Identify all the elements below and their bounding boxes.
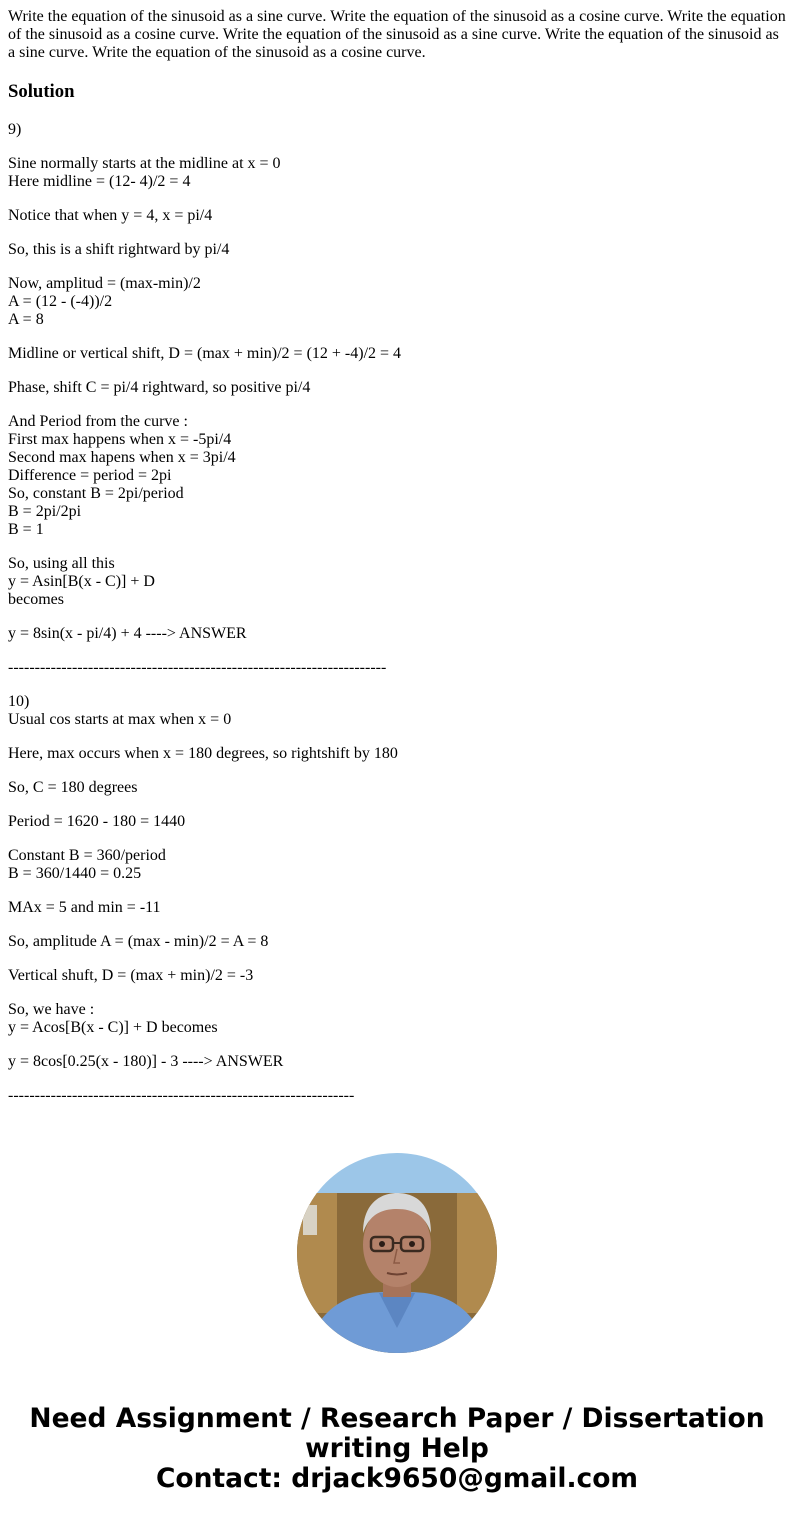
solution-paragraph: Phase, shift C = pi/4 rightward, so positive pi/4 bbox=[8, 379, 311, 396]
solution-paragraph: Constant B = 360/period B = 360/1440 = 0.25 bbox=[8, 847, 166, 882]
solution-paragraph: Now, amplitud = (max-min)/2 A = (12 - (-4))/2 A = 8 bbox=[8, 275, 201, 328]
solution-paragraph: So, this is a shift rightward by pi/4 bbox=[8, 241, 230, 258]
author-photo bbox=[297, 1153, 497, 1353]
solution-paragraph: 10) Usual cos starts at max when x = 0 bbox=[8, 693, 232, 728]
solution-heading: Solution bbox=[8, 81, 75, 102]
promo-line: Need Assignment / Research Paper / Dissertation bbox=[29, 1403, 765, 1434]
answer-line: y = 8sin(x - pi/4) + 4 ----> ANSWER bbox=[8, 625, 247, 642]
solution-paragraph: MAx = 5 and min = -11 bbox=[8, 899, 161, 916]
solution-paragraph: 9) bbox=[8, 121, 22, 138]
solution-paragraph: Here, max occurs when x = 180 degrees, so rightshift by 180 bbox=[8, 745, 398, 762]
question-text: Write the equation of the sinusoid as a sine curve. Write the equation of the sinusoid as a cosine curve. Write the equation of the sinusoid as a cosine curve. Write the equation of the sinusoid as a sine curve. Write the equation of the sinusoid as a sine curve. Write the equation of the sinusoid as a cosine curve. bbox=[8, 8, 786, 61]
solution-paragraph: Sine normally starts at the midline at x = 0 Here midline = (12- 4)/2 = 4 bbox=[8, 155, 281, 190]
solution-paragraph: So, amplitude A = (max - min)/2 = A = 8 bbox=[8, 933, 269, 950]
promo-contact: Contact: drjack9650@gmail.com bbox=[155, 1463, 639, 1494]
solution-paragraph: So, using all this y = Asin[B(x - C)] + D becomes bbox=[8, 555, 155, 608]
author-avatar bbox=[297, 1153, 497, 1353]
solution-paragraph: Vertical shuft, D = (max + min)/2 = -3 bbox=[8, 967, 254, 984]
solution-paragraph: Notice that when y = 4, x = pi/4 bbox=[8, 207, 213, 224]
solution-paragraph: So, C = 180 degrees bbox=[8, 779, 138, 796]
promo-banner bbox=[0, 1404, 794, 1494]
solution-paragraph: Period = 1620 - 180 = 1440 bbox=[8, 813, 186, 830]
divider-line: ----------------------------------------------------------------- bbox=[8, 1087, 355, 1104]
divider-line: ----------------------------------------------------------------------- bbox=[8, 659, 387, 676]
solution-paragraph: And Period from the curve : First max happens when x = -5pi/4 Second max hapens when x = 3pi/4 Difference = period = 2pi So, constant B = 2pi/period B = 2pi/2pi B = 1 bbox=[8, 413, 236, 538]
answer-line: y = 8cos[0.25(x - 180)] - 3 ----> ANSWER bbox=[8, 1053, 284, 1070]
solution-paragraph: Midline or vertical shift, D = (max + min)/2 = (12 + -4)/2 = 4 bbox=[8, 345, 402, 362]
promo-line: writing Help bbox=[305, 1433, 489, 1464]
solution-paragraph: So, we have : y = Acos[B(x - C)] + D becomes bbox=[8, 1001, 218, 1036]
